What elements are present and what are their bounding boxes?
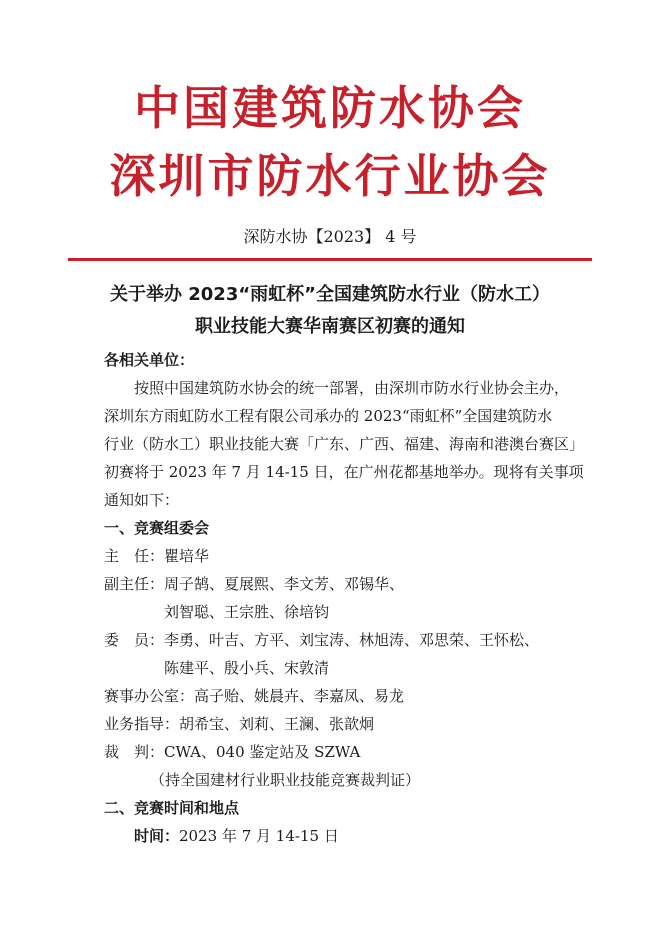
committee-label: 委 员：	[104, 631, 165, 649]
time-value: 2023 年 7 月 14-15 日	[179, 827, 339, 845]
committee-value: CWA、040 鉴定站及 SZWA	[164, 743, 361, 761]
org-name-line2: 深圳市防水行业协会	[109, 149, 551, 203]
notice-title-line2: 职业技能大赛华南赛区初赛的通知	[195, 316, 465, 337]
section-heading-committee: 一、竞赛组委会	[104, 519, 210, 537]
time-row	[134, 822, 339, 850]
committee-value: 李勇、叶吉、方平、刘宝涛、林旭涛、邓思荣、王怀松、	[164, 631, 540, 649]
committee-label: 主 任：	[104, 547, 165, 565]
org-name-line1: 中国建筑防水协会	[134, 81, 526, 135]
committee-value: 胡希宝、刘莉、王澜、张歆炯	[179, 715, 375, 733]
committee-row	[104, 542, 209, 570]
committee-row	[164, 598, 329, 626]
intro-line-3: 行业（防水工）职业技能大赛「广东、广西、福建、海南和港澳台赛区」	[104, 435, 585, 453]
committee-label: 裁 判：	[104, 743, 165, 761]
committee-label: 副主任：	[104, 575, 165, 593]
salutation: 各相关单位：	[104, 351, 195, 369]
document-number: 深防水协【2023】 4 号	[243, 227, 417, 246]
committee-value: 瞿培华	[164, 547, 210, 565]
intro-line-1: 按照中国建筑防水协会的统一部署，由深圳市防水行业协会主办，	[134, 379, 570, 397]
section-heading-time-place: 二、竞赛时间和地点	[104, 799, 240, 817]
committee-row	[104, 682, 404, 710]
committee-value: 周子鹄、夏展熙、李文芳、邓锡华、	[164, 575, 405, 593]
notice-title-line1: 关于举办 2023“雨虹杯”全国建筑防水行业（防水工）	[109, 284, 551, 305]
intro-line-2: 深圳东方雨虹防水工程有限公司承办的 2023“雨虹杯”全国建筑防水	[104, 407, 553, 425]
intro-line-4: 初赛将于 2023 年 7 月 14-15 日，在广州花都基地举办。现将有关事项	[104, 463, 584, 481]
committee-value: 刘智聪、王宗胜、徐培钧	[164, 603, 330, 621]
judge-note: （持全国建材行业职业技能竞赛裁判证）	[150, 771, 421, 789]
committee-row	[104, 738, 360, 766]
committee-label: 赛事办公室：	[104, 687, 195, 705]
committee-value: 陈建平、殷小兵、宋敦清	[164, 659, 330, 677]
committee-row	[104, 626, 539, 654]
intro-line-5: 通知如下：	[104, 491, 180, 509]
committee-value: 高子贻、姚晨卉、李嘉凤、易龙	[194, 687, 405, 705]
committee-row	[164, 654, 329, 682]
red-divider	[68, 258, 592, 261]
committee-row	[104, 710, 374, 738]
time-label: 时间：	[134, 827, 180, 845]
committee-label: 业务指导：	[104, 715, 180, 733]
committee-row	[104, 570, 404, 598]
